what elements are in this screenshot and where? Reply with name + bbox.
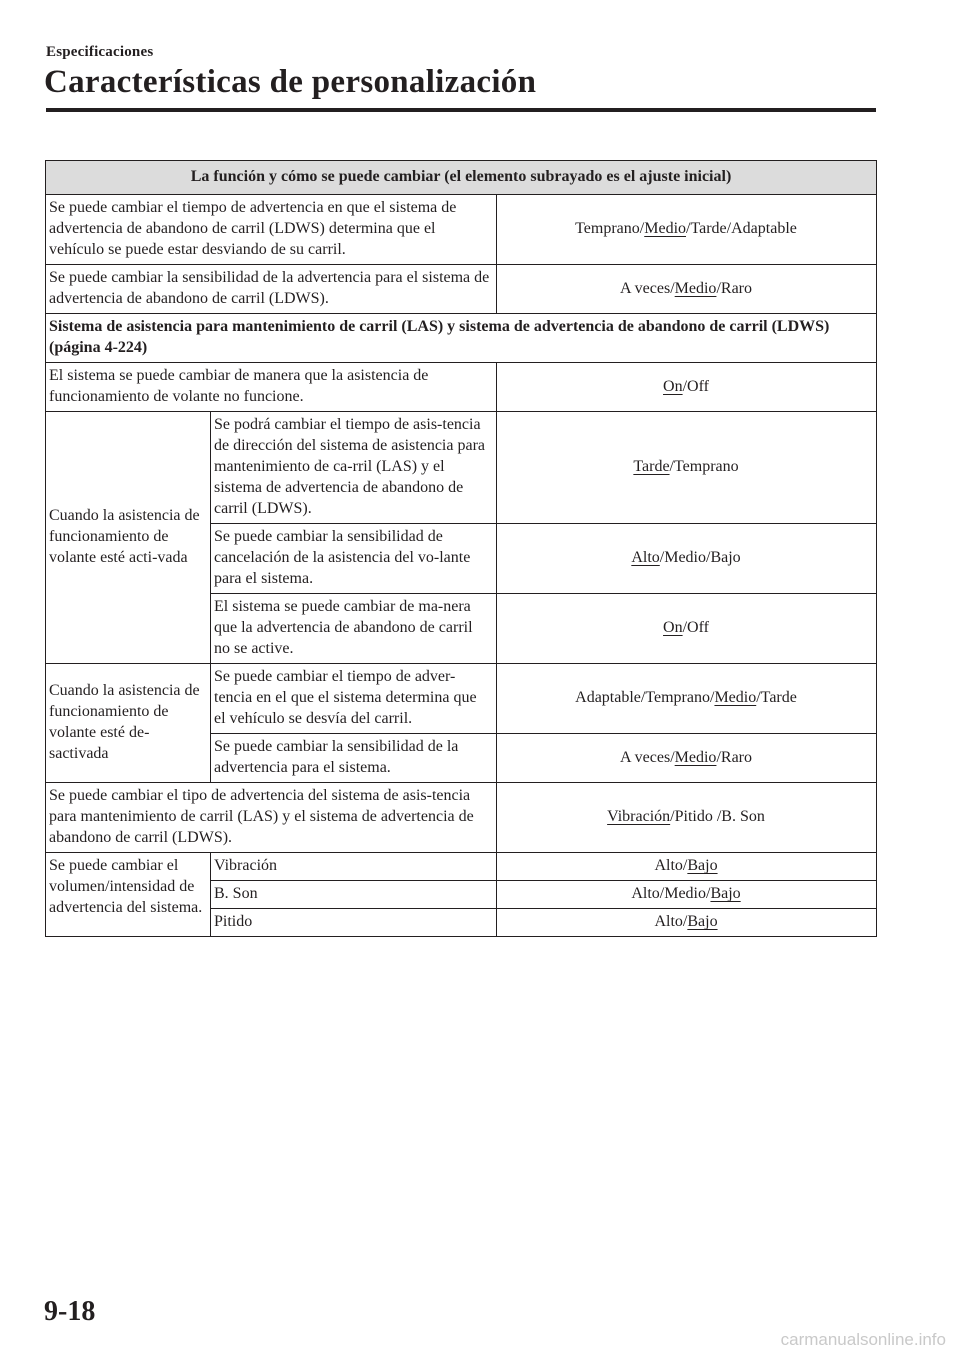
option-separator: / xyxy=(670,279,675,297)
option: Alto xyxy=(631,885,660,902)
option: Bajo xyxy=(710,549,741,566)
option-default: Bajo xyxy=(710,885,741,902)
option-separator: / xyxy=(682,913,688,930)
table-header-row xyxy=(46,161,877,195)
option: Off xyxy=(687,619,709,636)
setting-options xyxy=(497,881,877,909)
setting-description: Se puede cambiar el tiempo de adver-tencia en el que el sistema determina que el vehículo se desvía del carril. xyxy=(211,664,497,734)
setting-description: El sistema se puede cambiar de manera que la asistencia de funcionamiento de volante no funcione. xyxy=(46,363,497,412)
group-label-active: Cuando la asistencia de funcionamiento de volante esté acti-vada xyxy=(46,412,211,664)
section-label: Especificaciones xyxy=(46,44,154,60)
option: Tarde xyxy=(690,220,727,237)
option-default: Medio xyxy=(714,689,757,706)
option: Medio xyxy=(664,549,706,566)
option: A veces xyxy=(620,748,671,766)
option: Medio xyxy=(664,885,706,902)
option-default: On xyxy=(663,619,683,636)
group-label-volume: Se puede cambiar el volumen/intensidad de advertencia del sistema. xyxy=(46,853,211,937)
setting-item: B. Son xyxy=(211,881,497,909)
table-row xyxy=(46,853,877,881)
option-separator: / xyxy=(669,458,674,475)
option-separator: / xyxy=(706,549,711,566)
section-row xyxy=(46,314,877,363)
setting-description: Se puede cambiar la sensibilidad de la advertencia para el sistema de advertencia de abandono de carril (LDWS). xyxy=(46,265,497,314)
setting-options xyxy=(497,265,877,314)
group-label-inactive: Cuando la asistencia de funcionamiento de volante esté de-sactivada xyxy=(46,664,211,783)
footer-watermark: carmanualsonline.info xyxy=(780,1330,946,1349)
option-separator: / xyxy=(682,619,688,636)
setting-item: Vibración xyxy=(211,853,497,881)
option-separator: / xyxy=(639,220,645,237)
setting-options xyxy=(497,524,877,594)
option-default: Medio xyxy=(674,748,717,766)
option: A veces xyxy=(620,279,671,297)
setting-description: Se puede cambiar la sensibilidad de la advertencia para el sistema. xyxy=(211,734,497,783)
option: Temprano xyxy=(575,220,640,237)
option-default: Medio xyxy=(674,279,717,297)
setting-options xyxy=(497,909,877,937)
setting-item: Pitido xyxy=(211,909,497,937)
table-row xyxy=(46,412,877,524)
option-default: Tarde xyxy=(633,458,670,475)
option: Tarde xyxy=(760,689,797,706)
option: B. Son xyxy=(721,808,765,825)
option-separator: / xyxy=(716,808,722,825)
option: Alto xyxy=(654,913,683,930)
setting-description: Se puede cambiar la sensibilidad de cancelación de la asistencia del vo-lante para el sistema. xyxy=(211,524,497,594)
option-separator: / xyxy=(682,857,688,874)
option-separator: / xyxy=(682,377,688,395)
option: Temprano xyxy=(645,689,710,706)
option: Adaptable xyxy=(575,689,641,706)
option: Adaptable xyxy=(731,220,797,237)
table-row xyxy=(46,664,877,734)
option-default: Vibración xyxy=(607,808,671,825)
setting-options xyxy=(497,734,877,783)
option-separator: / xyxy=(659,549,665,566)
page-title: Características de personalización xyxy=(44,64,537,100)
setting-description: Se podrá cambiar el tiempo de asis-tencia de dirección del sistema de asistencia para mantenimiento de ca-rril (LAS) y el sistema de advertencia de abandono de carril (LDWS). xyxy=(211,412,497,524)
option-separator: / xyxy=(670,808,675,825)
table-row xyxy=(46,783,877,853)
option: Raro xyxy=(720,748,752,766)
setting-options xyxy=(497,594,877,664)
page-number: 9-18 xyxy=(44,1296,96,1327)
option-default: Bajo xyxy=(687,913,718,930)
table-header: La función y cómo se puede cambiar (el elemento subrayado es el ajuste inicial) xyxy=(46,161,877,195)
option-separator: / xyxy=(659,885,665,902)
setting-options xyxy=(497,853,877,881)
option: Raro xyxy=(720,279,752,297)
option: Off xyxy=(687,377,709,395)
setting-description: El sistema se puede cambiar de ma-nera que la advertencia de abandono de carril no se active. xyxy=(211,594,497,664)
table-row xyxy=(46,363,877,412)
table-row xyxy=(46,195,877,265)
option-separator: / xyxy=(670,748,675,766)
section-heading: Sistema de asistencia para mantenimiento de carril (LAS) y sistema de advertencia de abandono de carril (LDWS) (página 4-224) xyxy=(46,314,877,363)
setting-options xyxy=(497,195,877,265)
setting-options xyxy=(497,412,877,524)
option: Pitido xyxy=(674,808,717,825)
option-default: Medio xyxy=(644,220,687,237)
setting-description: Se puede cambiar el tipo de advertencia del sistema de asis-tencia para mantenimiento de carril (LAS) y el sistema de advertencia de abandono de carril (LDWS). xyxy=(46,783,497,853)
setting-options xyxy=(497,783,877,853)
setting-options xyxy=(497,664,877,734)
title-rule xyxy=(46,108,876,112)
option-separator: / xyxy=(709,689,715,706)
option: Temprano xyxy=(674,458,739,475)
option: Alto xyxy=(654,857,683,874)
option-separator: / xyxy=(716,748,721,766)
table-row xyxy=(46,265,877,314)
setting-options xyxy=(497,363,877,412)
setting-description: Se puede cambiar el tiempo de advertencia en que el sistema de advertencia de abandono de carril (LDWS) determina que el vehículo se puede estar desviando de su carril. xyxy=(46,195,497,265)
option-default: Bajo xyxy=(687,857,718,874)
option-separator: / xyxy=(756,689,761,706)
option-separator: / xyxy=(716,279,721,297)
customization-table xyxy=(45,160,877,937)
option-separator: / xyxy=(640,689,646,706)
option-separator: / xyxy=(686,220,691,237)
option-separator: / xyxy=(706,885,711,902)
option-separator: / xyxy=(726,220,732,237)
option-default: On xyxy=(663,377,683,395)
option-default: Alto xyxy=(631,549,660,566)
